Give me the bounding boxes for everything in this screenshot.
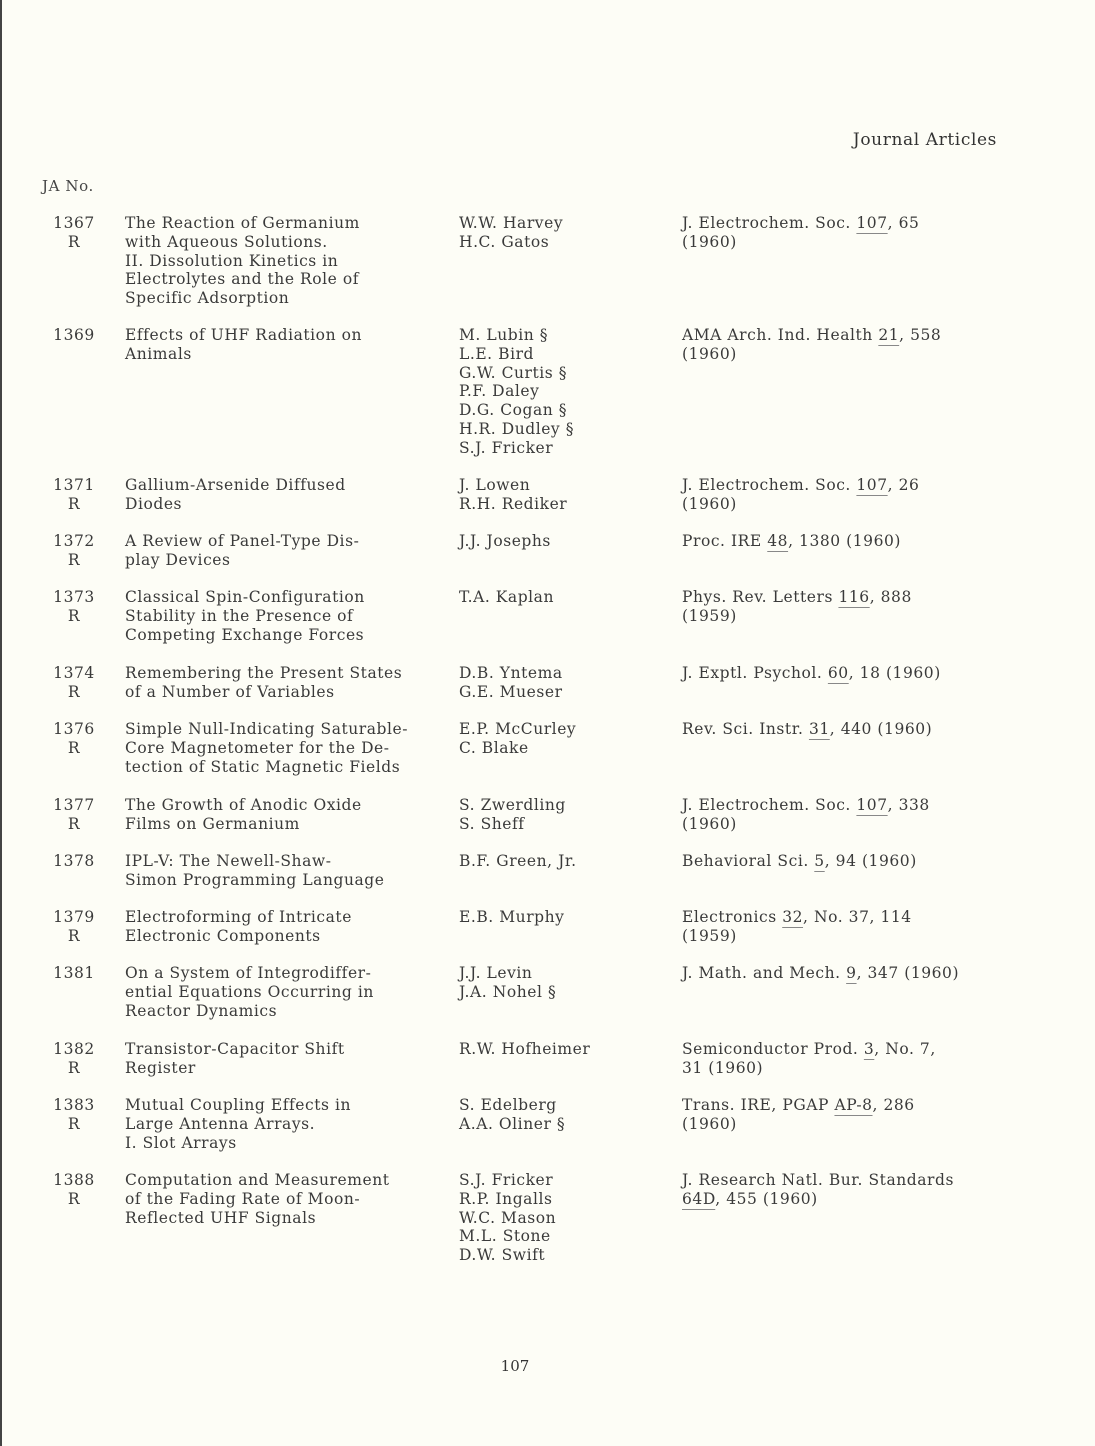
section-title: Journal Articles <box>852 130 997 150</box>
author-list <box>459 852 669 871</box>
citation-line <box>682 532 1002 551</box>
article-title-line: Simon Programming Language <box>125 870 385 889</box>
article-title <box>125 964 450 1020</box>
journal-name: Phys. Rev. Letters <box>682 588 839 606</box>
article-title-line: Electroforming of Intricate <box>125 908 352 926</box>
author-list <box>459 214 669 252</box>
ja-number: 1388 <box>53 1171 95 1189</box>
article-title-line: The Reaction of Germanium <box>125 214 360 232</box>
article-title-line: I. Slot Arrays <box>125 1133 237 1152</box>
citation-year: (1960) <box>682 494 737 513</box>
citation-line <box>682 1171 1002 1190</box>
citation-year: 31 (1960) <box>682 1058 764 1077</box>
citation-line <box>682 1059 1002 1078</box>
author-name: P.F. Daley <box>459 382 540 401</box>
citation-line <box>682 233 1002 252</box>
author-name: R.H. Rediker <box>459 494 568 513</box>
author-name: S. Edelberg <box>459 1096 557 1114</box>
page-number: 107 <box>500 1357 530 1375</box>
volume-number: 21 <box>878 326 900 344</box>
column-header-ja-no: JA No. <box>42 177 94 195</box>
author-name: C. Blake <box>459 738 529 757</box>
citation-line <box>682 927 1002 946</box>
author-name: M.L. Stone <box>459 1227 551 1246</box>
author-name: S.J. Fricker <box>459 438 554 457</box>
journal-name: Electronics <box>682 908 783 926</box>
article-title-line: Transistor-Capacitor Shift <box>125 1040 345 1058</box>
citation-line <box>682 664 1002 683</box>
article-title-line: Competing Exchange Forces <box>125 625 365 644</box>
volume-number: 3 <box>863 1040 875 1058</box>
ja-number: 1373 <box>53 588 95 606</box>
citation-line <box>682 815 1002 834</box>
citation-line <box>682 1040 1002 1059</box>
article-title <box>125 476 450 514</box>
ja-number-cell <box>52 720 96 758</box>
citation-pages: , No. 37, 114 <box>803 908 912 926</box>
journal-name: J. Math. and Mech. <box>682 964 847 982</box>
author-name: T.A. Kaplan <box>459 588 555 606</box>
citation-year: (1960) <box>682 1114 737 1133</box>
author-list <box>459 532 669 551</box>
author-name: R.P. Ingalls <box>459 1189 553 1208</box>
citation-line <box>682 720 1002 739</box>
author-list <box>459 908 669 927</box>
volume-number: 107 <box>856 796 888 814</box>
article-title-line: of a Number of Variables <box>125 682 335 701</box>
journal-name: Semiconductor Prod. <box>682 1040 864 1058</box>
volume-number: 31 <box>808 720 830 738</box>
author-name: J. Lowen <box>459 476 531 494</box>
author-list <box>459 1096 669 1134</box>
journal-citation <box>682 1171 1002 1209</box>
page-edge <box>0 0 2 1446</box>
author-name: E.P. McCurley <box>459 720 577 738</box>
volume-number: 5 <box>814 852 825 870</box>
article-title-line: Remembering the Present States <box>125 664 403 682</box>
author-list <box>459 664 669 702</box>
citation-pages: , 347 (1960) <box>856 964 960 982</box>
author-name: H.C. Gatos <box>459 232 550 251</box>
journal-name: J. Electrochem. Soc. <box>682 796 857 814</box>
author-name: A.A. Oliner § <box>459 1114 566 1133</box>
ja-number-cell <box>52 908 96 946</box>
volume-number: 9 <box>846 964 857 982</box>
journal-name: Behavioral Sci. <box>682 852 815 870</box>
article-title-line: Reactor Dynamics <box>125 1001 278 1020</box>
ja-number: 1382 <box>53 1040 95 1058</box>
article-title <box>125 852 450 890</box>
volume-number: 60 <box>827 664 849 682</box>
article-title-line: Core Magnetometer for the De- <box>125 738 390 757</box>
citation-line <box>682 476 1002 495</box>
citation-pages: , 338 <box>887 796 930 814</box>
article-title-line: Gallium-Arsenide Diffused <box>125 476 346 494</box>
volume-number: 64D <box>682 1189 716 1208</box>
citation-year: , 455 (1960) <box>715 1189 818 1208</box>
citation-line <box>682 1190 1002 1209</box>
citation-pages: , 888 <box>869 588 912 606</box>
author-name: E.B. Murphy <box>459 908 565 926</box>
article-title <box>125 214 450 308</box>
citation-pages: , 558 <box>899 326 942 344</box>
citation-year: (1959) <box>682 926 737 945</box>
ja-number: 1378 <box>53 852 95 870</box>
journal-citation <box>682 214 1002 252</box>
journal-citation <box>682 964 1002 983</box>
journal-name: J. Electrochem. Soc. <box>682 214 857 232</box>
article-title-line: of the Fading Rate of Moon- <box>125 1189 361 1208</box>
citation-pages: , 1380 (1960) <box>788 532 901 550</box>
citation-line <box>682 964 1002 983</box>
citation-pages: , 94 (1960) <box>824 852 917 870</box>
author-name: B.F. Green, Jr. <box>459 852 577 870</box>
ja-number-cell <box>52 796 96 834</box>
volume-number: AP-8 <box>834 1096 873 1114</box>
journal-citation <box>682 1040 1002 1078</box>
article-title-line: Specific Adsorption <box>125 289 290 308</box>
article-title-line: The Growth of Anodic Oxide <box>125 796 362 814</box>
article-title-line: Stability in the Presence of <box>125 606 354 625</box>
journal-citation <box>682 588 1002 626</box>
article-title <box>125 532 450 570</box>
citation-year: (1960) <box>682 814 737 833</box>
ja-number: 1377 <box>53 796 95 814</box>
report-flag: R <box>67 1114 81 1133</box>
article-title-line: A Review of Panel-Type Dis- <box>125 532 360 550</box>
author-list <box>459 1040 669 1059</box>
article-title <box>125 326 450 364</box>
ja-number-cell <box>52 326 96 345</box>
author-name: L.E. Bird <box>459 344 535 363</box>
ja-number-cell <box>52 664 96 702</box>
ja-number: 1371 <box>53 476 95 494</box>
article-title-line: Reflected UHF Signals <box>125 1208 317 1227</box>
article-title <box>125 588 450 644</box>
author-name: G.E. Mueser <box>459 682 563 701</box>
ja-number: 1379 <box>53 908 95 926</box>
author-name: R.W. Hofheimer <box>459 1040 591 1058</box>
citation-pages: , 286 <box>872 1096 915 1114</box>
author-name: J.J. Levin <box>459 964 533 982</box>
citation-line <box>682 852 1002 871</box>
article-title-line: Electronic Components <box>125 926 321 945</box>
citation-year: (1959) <box>682 606 737 625</box>
article-title <box>125 796 450 834</box>
citation-year: (1960) <box>682 232 737 251</box>
citation-pages: , No. 7, <box>874 1040 936 1058</box>
author-name: G.W. Curtis § <box>459 363 568 382</box>
article-title-line: Classical Spin-Configuration <box>125 588 365 606</box>
article-title-line: play Devices <box>125 550 231 569</box>
ja-number-cell <box>52 852 96 871</box>
journal-name: J. Electrochem. Soc. <box>682 476 857 494</box>
journal-citation <box>682 908 1002 946</box>
citation-line <box>682 214 1002 233</box>
article-title-line: Large Antenna Arrays. <box>125 1114 316 1133</box>
article-title-line: Diodes <box>125 494 183 513</box>
report-flag: R <box>67 606 81 625</box>
article-title-line: Simple Null-Indicating Saturable- <box>125 720 409 738</box>
article-title-line: Electrolytes and the Role of <box>125 270 360 289</box>
ja-number-cell <box>52 214 96 252</box>
report-flag: R <box>67 1189 81 1208</box>
ja-number: 1372 <box>53 532 95 550</box>
author-name: D.B. Yntema <box>459 664 563 682</box>
article-title-line: with Aqueous Solutions. <box>125 232 328 251</box>
author-name: J.A. Nohel § <box>459 982 557 1001</box>
article-title <box>125 1171 450 1227</box>
citation-pages: , 18 (1960) <box>848 664 941 682</box>
article-title-line: On a System of Integrodiffer- <box>125 964 372 982</box>
ja-number: 1383 <box>53 1096 95 1114</box>
article-title-line: ential Equations Occurring in <box>125 982 374 1001</box>
article-title-line: IPL-V: The Newell-Shaw- <box>125 852 332 870</box>
journal-name: Proc. IRE <box>682 532 768 550</box>
journal-citation <box>682 720 1002 739</box>
citation-line <box>682 326 1002 345</box>
author-list <box>459 588 669 607</box>
article-title-line: II. Dissolution Kinetics in <box>125 251 339 270</box>
ja-number: 1369 <box>53 326 95 344</box>
citation-line <box>682 607 1002 626</box>
report-flag: R <box>67 682 81 701</box>
article-title <box>125 1096 450 1152</box>
ja-number-cell <box>52 588 96 626</box>
author-name: H.R. Dudley § <box>459 419 575 438</box>
volume-number: 32 <box>782 908 804 926</box>
citation-year: (1960) <box>682 344 737 363</box>
ja-number: 1381 <box>53 964 95 982</box>
ja-number: 1374 <box>53 664 95 682</box>
journal-citation <box>682 532 1002 551</box>
author-list <box>459 326 669 458</box>
article-title-line: Mutual Coupling Effects in <box>125 1096 352 1114</box>
journal-citation <box>682 1096 1002 1134</box>
journal-name: Rev. Sci. Instr. <box>682 720 809 738</box>
author-name: S. Sheff <box>459 814 525 833</box>
report-flag: R <box>67 1058 81 1077</box>
report-flag: R <box>67 738 81 757</box>
author-name: W.W. Harvey <box>459 214 564 232</box>
author-name: D.W. Swift <box>459 1246 546 1265</box>
report-flag: R <box>67 814 81 833</box>
journal-citation <box>682 852 1002 871</box>
citation-line <box>682 588 1002 607</box>
ja-number-cell <box>52 964 96 983</box>
ja-number: 1376 <box>53 720 95 738</box>
ja-number-cell <box>52 1171 96 1209</box>
citation-line <box>682 908 1002 927</box>
article-title-line: tection of Static Magnetic Fields <box>125 757 401 776</box>
article-title-line: Computation and Measurement <box>125 1171 390 1189</box>
ja-number-cell <box>52 532 96 570</box>
volume-number: 107 <box>856 476 888 494</box>
journal-citation <box>682 664 1002 683</box>
journal-name: J. Research Natl. Bur. Standards <box>682 1171 954 1189</box>
journal-name: J. Exptl. Psychol. <box>682 664 828 682</box>
citation-line <box>682 1096 1002 1115</box>
author-list <box>459 1171 669 1265</box>
author-list <box>459 964 669 1002</box>
author-name: S.J. Fricker <box>459 1171 554 1189</box>
ja-number: 1367 <box>53 214 95 232</box>
citation-line <box>682 345 1002 364</box>
journal-citation <box>682 326 1002 364</box>
article-title <box>125 664 450 702</box>
article-title-line: Films on Germanium <box>125 814 300 833</box>
article-title-line: Animals <box>125 344 192 363</box>
report-flag: R <box>67 550 81 569</box>
citation-line <box>682 1115 1002 1134</box>
author-list <box>459 796 669 834</box>
citation-line <box>682 495 1002 514</box>
volume-number: 48 <box>767 532 789 550</box>
report-flag: R <box>67 232 81 251</box>
ja-number-cell <box>52 476 96 514</box>
author-name: D.G. Cogan § <box>459 401 568 420</box>
article-title <box>125 1040 450 1078</box>
author-name: W.C. Mason <box>459 1208 557 1227</box>
journal-citation <box>682 476 1002 514</box>
volume-number: 116 <box>838 588 870 606</box>
article-title-line: Register <box>125 1058 196 1077</box>
article-title <box>125 720 450 776</box>
journal-citation <box>682 796 1002 834</box>
citation-pages: , 26 <box>887 476 920 494</box>
author-list <box>459 476 669 514</box>
author-name: J.J. Josephs <box>459 532 551 550</box>
author-list <box>459 720 669 758</box>
citation-pages: , 65 <box>887 214 920 232</box>
ja-number-cell <box>52 1096 96 1134</box>
volume-number: 107 <box>856 214 888 232</box>
author-name: M. Lubin § <box>459 326 549 344</box>
ja-number-cell <box>52 1040 96 1078</box>
article-title <box>125 908 450 946</box>
author-name: S. Zwerdling <box>459 796 566 814</box>
citation-pages: , 440 (1960) <box>829 720 933 738</box>
article-title-line: Effects of UHF Radiation on <box>125 326 362 344</box>
report-flag: R <box>67 926 81 945</box>
report-flag: R <box>67 494 81 513</box>
journal-name: Trans. IRE, PGAP <box>682 1096 835 1114</box>
citation-line <box>682 796 1002 815</box>
journal-name: AMA Arch. Ind. Health <box>682 326 879 344</box>
